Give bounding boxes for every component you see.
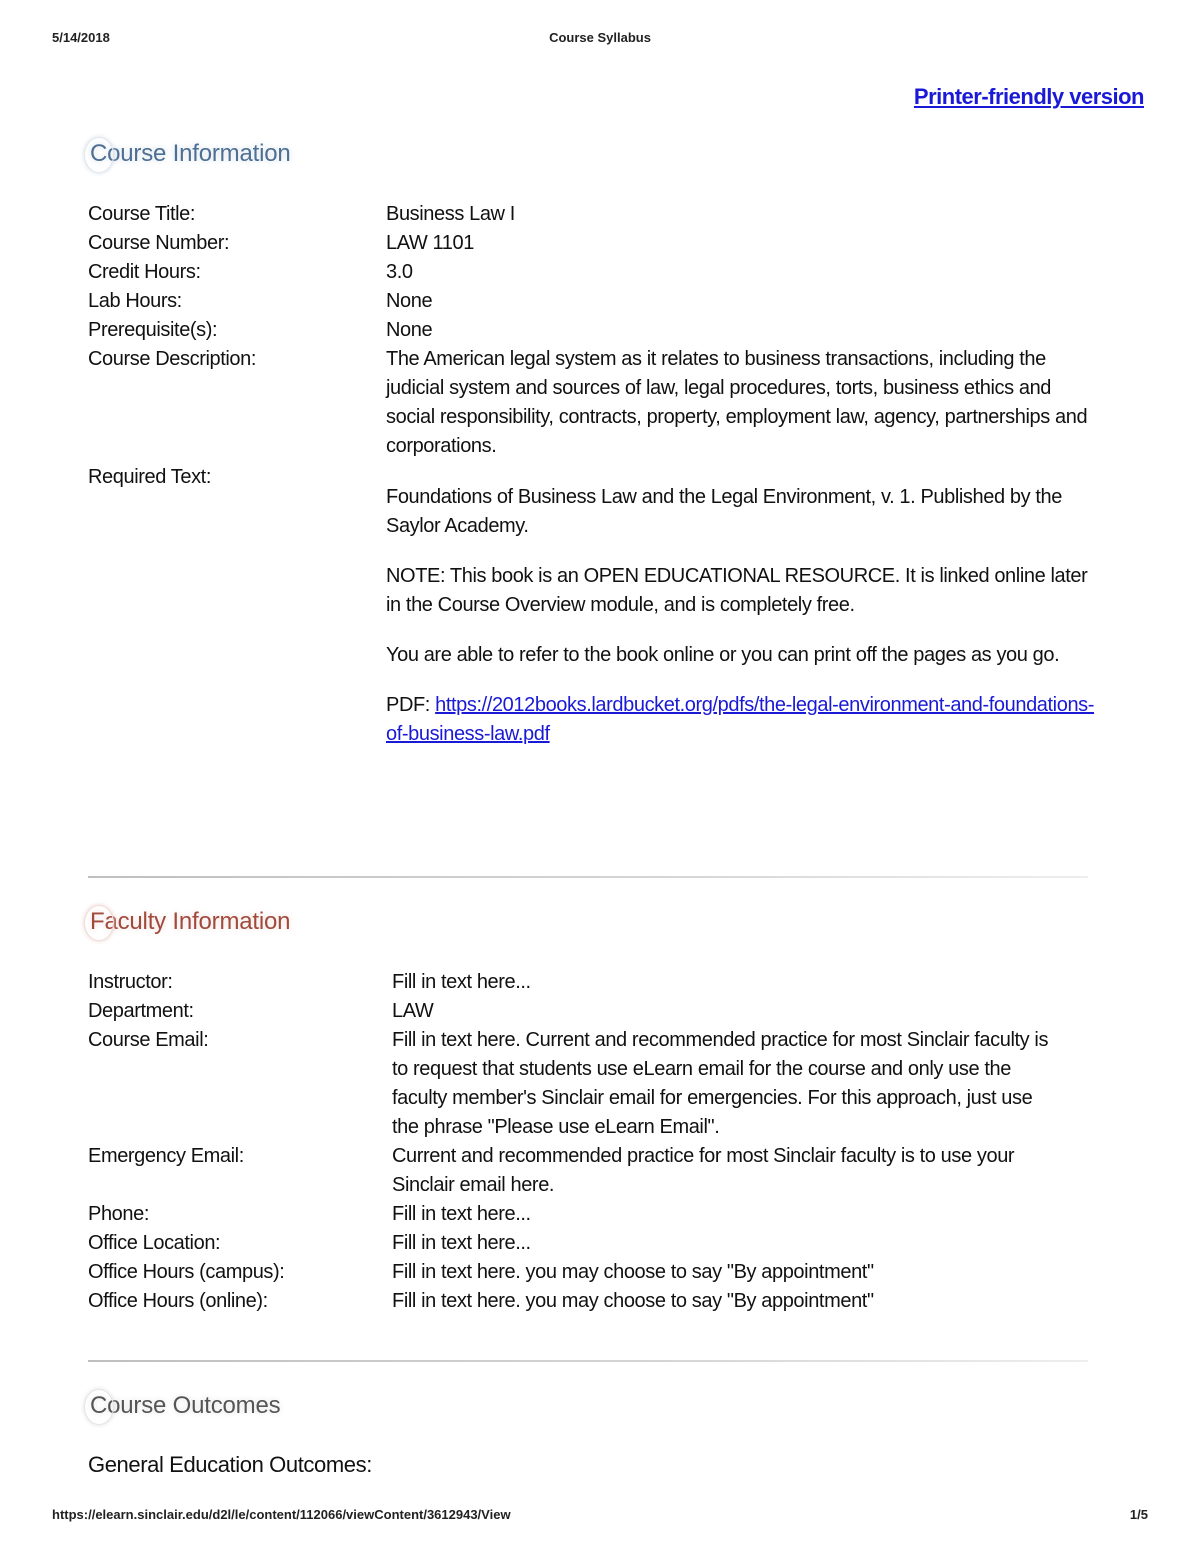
row-value: 3.0 (386, 261, 413, 283)
table-row (88, 1026, 1088, 1142)
print-footer (52, 1507, 1148, 1527)
row-label: Lab Hours: (88, 290, 182, 312)
course-outcomes-heading: Course Outcomes (90, 1392, 280, 1420)
table-row (88, 200, 1098, 229)
faculty-information-table (88, 968, 1088, 1316)
print-date: 5/14/2018 (52, 30, 110, 45)
table-row (88, 1287, 1088, 1316)
row-label: Prerequisite(s): (88, 319, 218, 341)
table-row (88, 463, 1098, 749)
row-value: Current and recommended practice for most Sinclair faculty is to use your Sinclair email here. (392, 1145, 1015, 1196)
row-value: Fill in text here. you may choose to say "By appointment" (392, 1290, 874, 1312)
table-row (88, 345, 1098, 461)
row-value: Fill in text here... (392, 1232, 531, 1254)
table-row (88, 1229, 1088, 1258)
table-row (88, 316, 1098, 345)
page-number: 1/5 (1129, 1507, 1148, 1522)
course-information-heading: Course Information (90, 140, 291, 168)
print-header (52, 30, 1148, 50)
table-row (88, 1142, 1088, 1200)
heading-ornament-icon (84, 137, 114, 173)
general-education-outcomes-heading: General Education Outcomes: (88, 1452, 372, 1477)
table-row (88, 968, 1088, 997)
print-title: Course Syllabus (549, 30, 651, 45)
pdf-link[interactable]: https://2012books.lardbucket.org/pdfs/the-legal-environment-and-foundations-of-business-law.pdf (386, 694, 1095, 745)
row-value: Business Law I (386, 203, 515, 225)
required-text-paragraph: NOTE: This book is an OPEN EDUCATIONAL RESOURCE. It is linked online later in the Course Overview module, and is completely free. (386, 565, 1088, 616)
row-value: Fill in text here... (392, 971, 531, 993)
pdf-prefix: PDF: (386, 694, 436, 716)
row-label: Department: (88, 1000, 194, 1022)
heading-ornament-icon (84, 905, 114, 941)
course-information-table (88, 200, 1098, 749)
row-label: Credit Hours: (88, 261, 201, 283)
row-value: LAW 1101 (386, 232, 474, 254)
table-row (88, 287, 1098, 316)
table-row (88, 1258, 1088, 1287)
table-row (88, 997, 1088, 1026)
row-label: Office Location: (88, 1232, 221, 1254)
row-label: Office Hours (campus): (88, 1261, 285, 1283)
row-label: Course Email: (88, 1029, 209, 1051)
row-label: Course Description: (88, 348, 257, 370)
table-row (88, 229, 1098, 258)
section-divider (88, 876, 1088, 878)
row-label: Course Title: (88, 203, 196, 225)
row-label: Instructor: (88, 971, 173, 993)
faculty-information-heading: Faculty Information (90, 908, 290, 936)
row-label: Required Text: (88, 466, 211, 488)
table-row (88, 1200, 1088, 1229)
print-url: https://elearn.sinclair.edu/d2l/le/content/112066/viewContent/3612943/View (52, 1507, 511, 1522)
row-value: None (386, 319, 433, 341)
required-text-value (386, 463, 1098, 749)
required-text-paragraph: Foundations of Business Law and the Legal Environment, v. 1. Published by the Saylor Academy. (386, 486, 1062, 537)
row-value: LAW (392, 1000, 434, 1022)
course-description-value: The American legal system as it relates to business transactions, including the judicial system and sources of law, legal procedures, torts, business ethics and social responsibility, contracts, property, employment law, agency, partnerships and corporations. (386, 348, 1088, 457)
pdf-paragraph (386, 691, 1098, 749)
table-row (88, 258, 1098, 287)
row-value: Fill in text here. you may choose to say "By appointment" (392, 1261, 874, 1283)
heading-ornament-icon (84, 1389, 114, 1425)
row-value: Fill in text here. Current and recommended practice for most Sinclair faculty is to request that students use eLearn email for the course and only use the faculty member's Sinclair email for emergencies. For this approach, just use the phrase "Please use eLearn Email". (392, 1029, 1049, 1138)
row-label: Emergency Email: (88, 1145, 244, 1167)
section-divider (88, 1360, 1088, 1362)
row-label: Phone: (88, 1203, 149, 1225)
row-label: Office Hours (online): (88, 1290, 268, 1312)
row-value: None (386, 290, 433, 312)
row-value: Fill in text here... (392, 1203, 531, 1225)
printer-friendly-link[interactable]: Printer-friendly version (913, 84, 1144, 109)
row-label: Course Number: (88, 232, 230, 254)
required-text-paragraph: You are able to refer to the book online or you can print off the pages as you go. (386, 644, 1060, 666)
